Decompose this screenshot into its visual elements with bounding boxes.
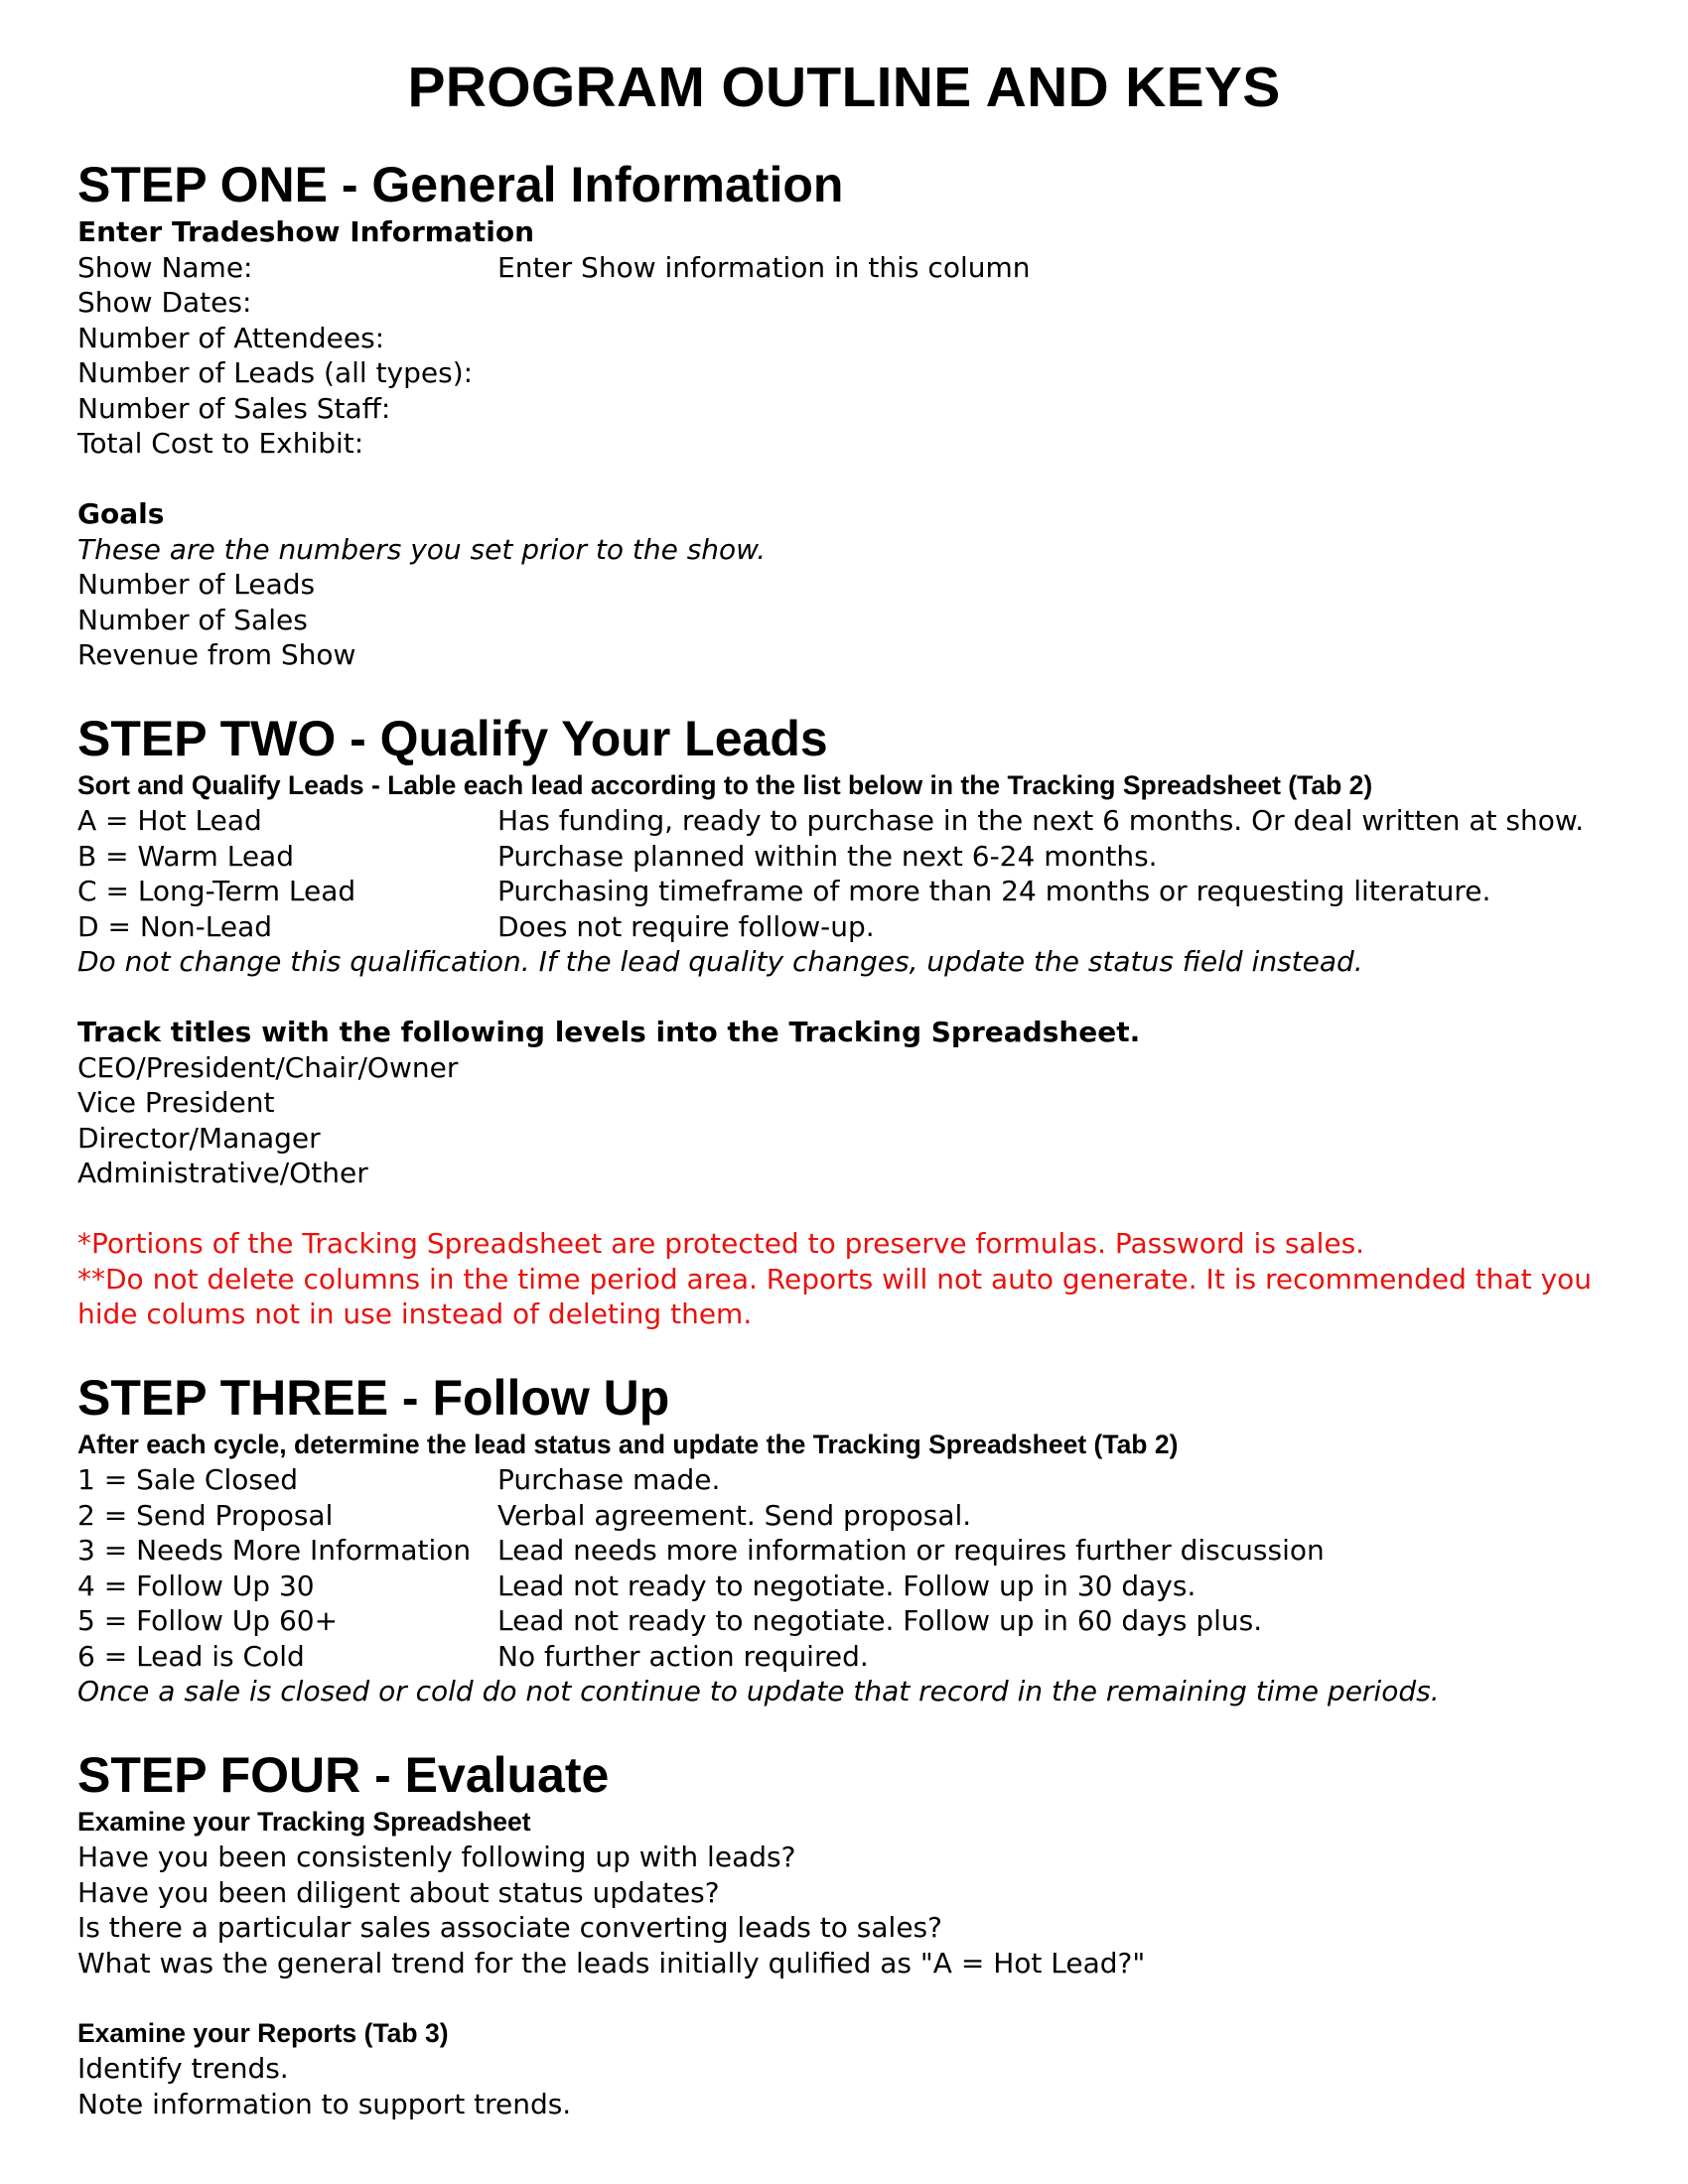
lead-key-row [77, 909, 1626, 945]
goals-note: These are the numbers you set prior to the show. [77, 532, 767, 566]
evaluation-question: What was the general trend for the leads initially qulified as "A = Hot Lead?" [77, 1946, 1146, 1979]
goals-heading: Goals [77, 497, 165, 530]
columns-warning-line-1: **Do not delete columns in the time period area. Reports will not auto generate. It is recommended that you [77, 1262, 1593, 1296]
lead-key-description: Has funding, ready to purchase in the next 6 months. Or deal written at show. [497, 804, 1585, 837]
lead-key: D = Non-Lead [77, 909, 273, 943]
examine-spreadsheet-subheading: Examine your Tracking Spreadsheet [77, 1806, 531, 1837]
document-page [77, 50, 1626, 2121]
step-three-section [77, 1368, 1626, 1709]
goal-item: Number of Leads [77, 568, 316, 601]
lead-key-row [77, 874, 1626, 909]
status-key-row [77, 1498, 1626, 1534]
status-key-description: No further action required. [497, 1639, 869, 1673]
lead-key: A = Hot Lead [77, 804, 262, 837]
field-label: Show Name: [77, 250, 253, 284]
field-label: Number of Sales Staff: [77, 391, 391, 425]
status-key: 1 = Sale Closed [77, 1463, 298, 1496]
status-key: 4 = Follow Up 30 [77, 1569, 315, 1602]
tradeshow-info-subheading: Enter Tradeshow Information [77, 215, 535, 248]
lead-key-row [77, 803, 1626, 839]
evaluation-question: Have you been consistenly following up with leads? [77, 1841, 796, 1873]
status-key: 5 = Follow Up 60+ [77, 1604, 339, 1637]
status-key: 3 = Needs More Information [77, 1534, 472, 1567]
status-key-row [77, 1533, 1626, 1569]
step-three-heading: STEP THREE - Follow Up [77, 1369, 670, 1426]
title-level-item: CEO/President/Chair/Owner [77, 1050, 459, 1084]
page-title: PROGRAM OUTLINE AND KEYS [407, 56, 1281, 119]
status-key-description: Lead not ready to negotiate. Follow up in 30 days. [497, 1569, 1196, 1602]
titles-heading: Track titles with the following levels into the Tracking Spreadsheet. [77, 1016, 1141, 1048]
field-label: Total Cost to Exhibit: [77, 427, 364, 460]
status-key-row [77, 1462, 1626, 1498]
lead-key: C = Long-Term Lead [77, 875, 356, 907]
lead-key-description: Purchasing timeframe of more than 24 months or requesting literature. [497, 875, 1491, 907]
field-label: Number of Leads (all types): [77, 356, 474, 389]
step-four-heading: STEP FOUR - Evaluate [77, 1746, 610, 1803]
follow-up-subheading: After each cycle, determine the lead status and update the Tracking Spreadsheet (Tab 2) [77, 1429, 1179, 1459]
lead-key: B = Warm Lead [77, 839, 294, 873]
status-key-description: Lead needs more information or requires further discussion [497, 1534, 1325, 1567]
step-four-section [77, 1745, 1626, 2122]
lead-key-description: Purchase planned within the next 6-24 months. [497, 839, 1158, 873]
field-value [497, 285, 1626, 321]
qualification-note: Do not change this qualification. If the lead quality changes, update the status field instead. [77, 945, 1363, 978]
status-key-row [77, 1569, 1626, 1604]
report-item: Note information to support trends. [77, 2087, 572, 2120]
title-level-item: Administrative/Other [77, 1157, 368, 1189]
step-one-heading: STEP ONE - General Information [77, 157, 844, 212]
field-value [497, 355, 1626, 391]
status-key-description: Verbal agreement. Send proposal. [497, 1498, 972, 1532]
qualify-leads-subheading: Sort and Qualify Leads - Lable each lead according to the list below in the Tracking Spreadsheet (Tab 2) [77, 769, 1373, 800]
goal-item: Revenue from Show [77, 638, 356, 671]
field-row [77, 321, 1626, 356]
status-key: 2 = Send Proposal [77, 1498, 334, 1532]
status-key: 6 = Lead is Cold [77, 1639, 305, 1673]
step-one-section [77, 155, 1626, 673]
step-two-section [77, 709, 1626, 1332]
field-value [497, 391, 1626, 427]
field-row [77, 250, 1626, 286]
field-value [497, 321, 1626, 356]
evaluation-question: Have you been diligent about status updates? [77, 1875, 720, 1909]
field-value: Enter Show information in this column [497, 250, 1031, 284]
password-warning: *Portions of the Tracking Spreadsheet are protected to preserve formulas. Password is sales. [77, 1227, 1365, 1260]
field-row [77, 355, 1626, 391]
title-level-item: Vice President [77, 1086, 275, 1119]
field-row [77, 391, 1626, 427]
status-key-row [77, 1639, 1626, 1675]
status-key-description: Purchase made. [497, 1463, 721, 1496]
field-label: Number of Attendees: [77, 321, 385, 354]
field-value [497, 426, 1626, 462]
status-key-row [77, 1603, 1626, 1639]
status-key-description: Lead not ready to negotiate. Follow up in 60 days plus. [497, 1604, 1263, 1637]
field-row [77, 285, 1626, 321]
closed-record-note: Once a sale is closed or cold do not continue to update that record in the remaining time periods. [77, 1675, 1440, 1707]
field-label: Show Dates: [77, 286, 252, 319]
goal-item: Number of Sales [77, 603, 308, 636]
title-level-item: Director/Manager [77, 1121, 321, 1155]
report-item: Identify trends. [77, 2052, 289, 2085]
lead-key-row [77, 839, 1626, 875]
field-row [77, 426, 1626, 462]
step-two-heading: STEP TWO - Qualify Your Leads [77, 710, 828, 766]
examine-reports-subheading: Examine your Reports (Tab 3) [77, 2017, 449, 2048]
evaluation-question: Is there a particular sales associate converting leads to sales? [77, 1911, 943, 1944]
lead-key-description: Does not require follow-up. [497, 909, 875, 943]
columns-warning-line-2: hide colums not in use instead of deleting them. [77, 1297, 753, 1330]
